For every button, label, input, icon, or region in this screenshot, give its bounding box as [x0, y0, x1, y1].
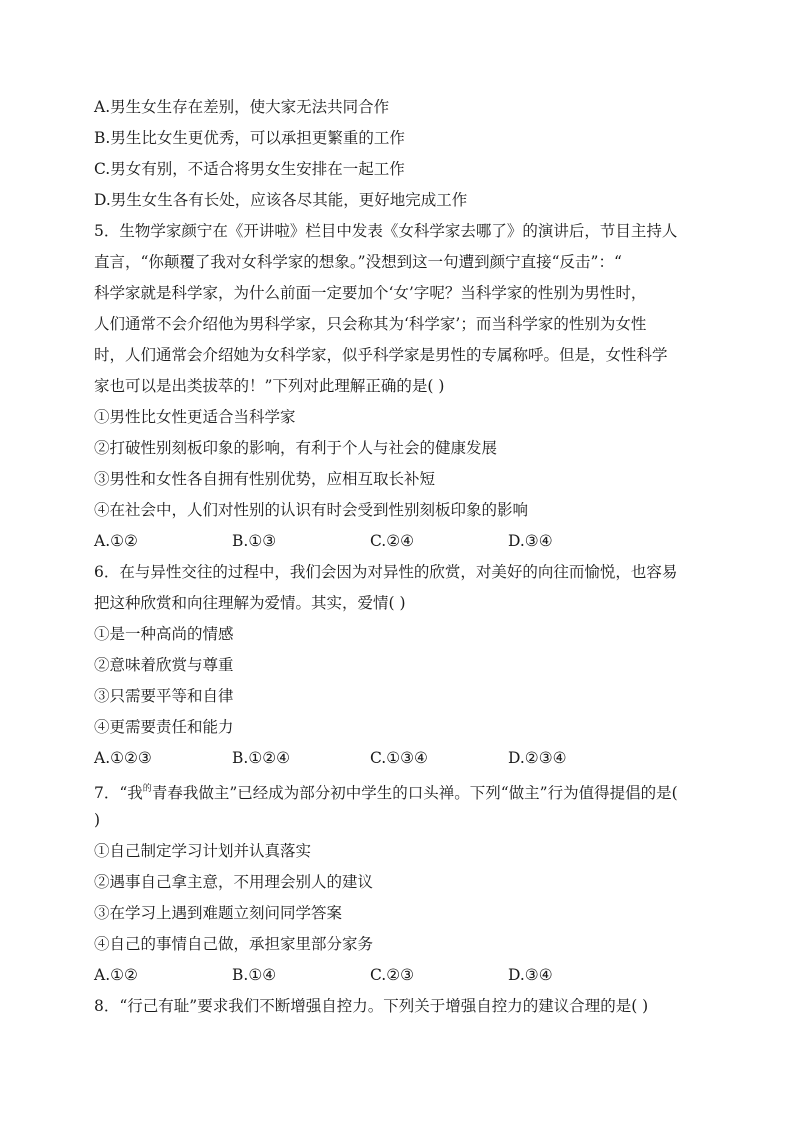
q4-option-a: A.男生女生存在差别，使大家无法共同合作	[94, 98, 390, 116]
q6-choice-c: C.①③④	[370, 749, 428, 767]
q5-item-3: ③男性和女性各自拥有性别优势，应相互取长补短	[94, 470, 436, 488]
q6-item-3: ③只需要平等和自律	[94, 687, 234, 705]
q5-stem-line: 科学家就是科学家，为什么前面一定要加个‘女’字呢？当科学家的性别为男性时，	[94, 284, 647, 302]
q6-choice-b: B.①②④	[232, 749, 291, 767]
q6-choice-d: D.②③④	[508, 749, 567, 767]
q5-item-4: ④在社会中，人们对性别的认识有时会受到性别刻板印象的影响	[94, 501, 529, 519]
q6-stem-line: 6．在与异性交往的过程中，我们会因为对异性的欣赏，对美好的向往而愉悦，也容易	[94, 563, 678, 581]
q5-choice-b: B.①③	[232, 532, 277, 550]
q8-stem: 8．“行己有耻”要求我们不断增强自控力。下列关于增强自控力的建议合理的是( )	[94, 997, 649, 1015]
q4-option-b: B.男生比女生更优秀，可以承担更繁重的工作	[94, 129, 405, 147]
q7-choices	[94, 960, 714, 991]
q7-choice-b: B.①④	[232, 966, 277, 984]
q7-choice-c: C.②③	[370, 966, 415, 984]
q7-item-2: ②遇事自己拿主意，不用理会别人的建议	[94, 873, 374, 891]
q5-item-1: ①男性比女性更适合当科学家	[94, 408, 296, 426]
q6-item-2: ②意味着欣赏与尊重	[94, 656, 234, 674]
q5-item-2: ②打破性别刻板印象的影响，有利于个人与社会的健康发展	[94, 439, 498, 457]
q7-item-4: ④自己的事情自己做，承担家里部分家务	[94, 935, 374, 953]
q7-item-1: ①自己制定学习计划并认真落实	[94, 842, 312, 860]
q5-choice-a: A.①②	[94, 532, 138, 550]
q6-choices	[94, 743, 714, 774]
q7-stem-line	[94, 774, 714, 805]
q5-stem-line: 家也可以是出类拔萃的！”下列对此理解正确的是( )	[94, 377, 445, 395]
q5-stem-line: 直言，“你颠覆了我对女科学家的想象。”没想到这一句遭到颜宁直接“反击”：“	[94, 253, 622, 271]
q7-stem-superscript: 的	[142, 784, 152, 794]
q7-item-3: ③在学习上遇到难题立刻问同学答案	[94, 904, 343, 922]
q6-choice-a: A.①②③	[94, 749, 152, 767]
q5-stem-line: 时，人们通常会介绍她为女科学家，似乎科学家是男性的专属称呼。但是，女性科学	[94, 346, 668, 364]
q7-choice-d: D.③④	[508, 966, 553, 984]
q5-choice-d: D.③④	[508, 532, 553, 550]
q5-choices	[94, 526, 714, 557]
q6-item-4: ④更需要责任和能力	[94, 718, 234, 736]
q6-stem-line: 把这种欣赏和向往理解为爱情。其实，爱情( )	[94, 594, 406, 612]
q6-item-1: ①是一种高尚的情感	[94, 625, 234, 643]
q7-stem-prefix: 7．“我	[94, 784, 143, 802]
q7-stem-suffix: 青春我做主”已经成为部分初中学生的口头禅。下列“做主”行为值得提倡的是(	[151, 784, 678, 802]
q5-stem-line: 5．生物学家颜宁在《开讲啦》栏目中发表《女科学家去哪了》的演讲后，节目主持人	[94, 222, 678, 240]
q7-choice-a: A.①②	[94, 966, 138, 984]
exam-page	[94, 92, 714, 1022]
q5-choice-c: C.②④	[370, 532, 415, 550]
q5-stem-line: 人们通常不会介绍他为男科学家，只会称其为‘科学家’；而当科学家的性别为女性	[94, 315, 647, 333]
q4-option-c: C.男女有别，不适合将男女生安排在一起工作	[94, 160, 405, 178]
q4-option-d: D.男生女生各有长处，应该各尽其能，更好地完成工作	[94, 191, 468, 209]
q7-stem-line2: )	[94, 811, 101, 829]
